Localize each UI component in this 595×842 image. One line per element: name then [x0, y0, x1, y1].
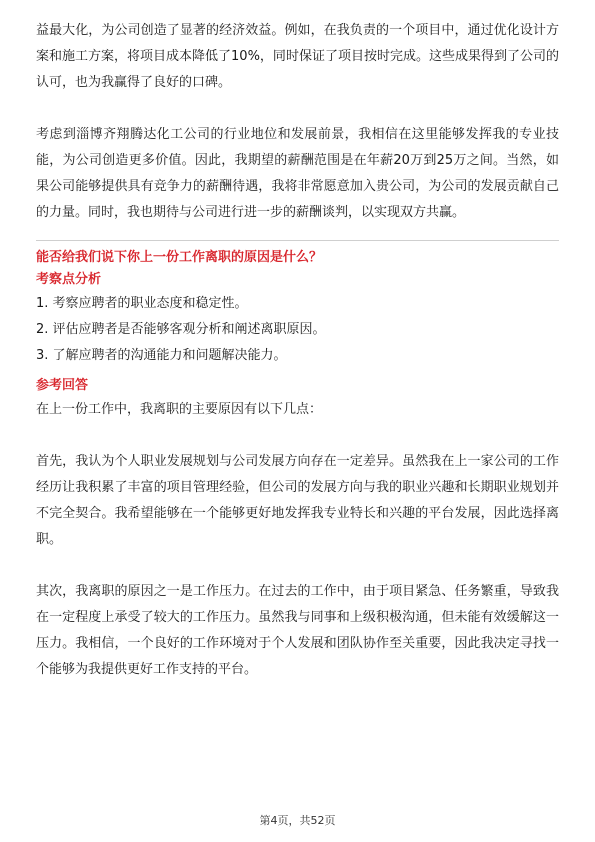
answer-paragraph-2: 其次，我离职的原因之一是工作压力。在过去的工作中，由于项目紧急、任务繁重，导致我在一定程度上承受了较大的工作压力。虽然我与同事和上级积极沟通，但未能有效缓解这一压力。我相信，一个良好的工作环境对于个人发展和团队协作至关重要，因此我决定寻找一个能够为我提供更好工作支持的平台。: [36, 584, 559, 677]
page-number: 第4页，共52页: [259, 814, 336, 827]
analysis-item: 2. 评估应聘者是否能够客观分析和阐述离职原因。: [36, 322, 326, 337]
analysis-heading: 考察点分析: [36, 272, 102, 287]
intro-paragraph-1: 益最大化，为公司创造了显著的经济效益。例如，在我负责的一个项目中，通过优化设计方案和施工方案，将项目成本降低了10%，同时保证了项目按时完成。这些成果得到了公司的认可，也为我赢得了良好的口碑。: [36, 23, 559, 90]
answer-lead: 在上一份工作中，我离职的主要原因有以下几点：: [36, 402, 323, 417]
spacer: [36, 96, 559, 122]
spacer: [36, 553, 559, 579]
answer-paragraph-1: 首先，我认为个人职业发展规划与公司发展方向存在一定差异。虽然我在上一家公司的工作经历让我积累了丰富的项目管理经验，但公司的发展方向与我的职业兴趣和长期职业规划并不完全契合。我希望能够在一个能够更好地发挥我专业特长和兴趣的平台发展，因此选择离职。: [36, 454, 559, 547]
analysis-list: [36, 291, 559, 369]
document-page: [36, 18, 559, 683]
intro-paragraph-2: 考虑到淄博齐翔腾达化工公司的行业地位和发展前景，我相信在这里能够发挥我的专业技能，为公司创造更多价值。因此，我期望的薪酬范围是在年薪20万到25万之间。当然，如果公司能够提供具有竞争力的薪酬待遇，我将非常愿意加入贵公司，为公司的发展贡献自己的力量。同时，我也期待与公司进行进一步的薪酬谈判，以实现双方共赢。: [36, 127, 559, 220]
question-title: 能否给我们说下你上一份工作离职的原因是什么？: [36, 250, 323, 265]
section-divider: [36, 240, 559, 241]
spacer: [36, 423, 559, 449]
analysis-item: 3. 了解应聘者的沟通能力和问题解决能力。: [36, 348, 287, 363]
analysis-item: 1. 考察应聘者的职业态度和稳定性。: [36, 296, 248, 311]
answer-heading: 参考回答: [36, 378, 89, 393]
